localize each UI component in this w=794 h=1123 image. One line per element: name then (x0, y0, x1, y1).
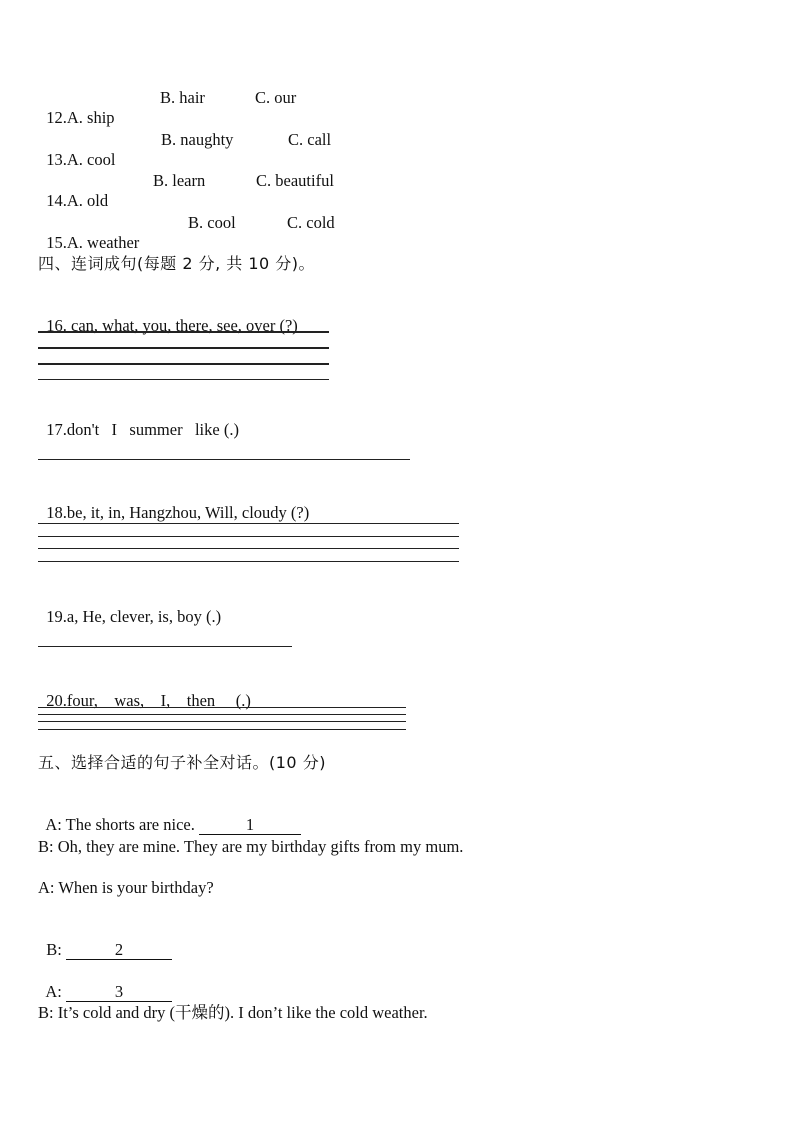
question-number: 17. (46, 420, 67, 439)
question-number: 12. (46, 108, 67, 127)
dialog-line-5 (38, 962, 172, 1002)
answer-line (38, 729, 406, 730)
option-a: A. ship (66, 108, 115, 127)
answer-line (38, 536, 459, 537)
question-20 (38, 671, 251, 711)
answer-line (38, 379, 329, 380)
question-17 (38, 400, 239, 440)
question-number: 18. (46, 503, 67, 522)
section-4-heading: 四、连词成句(每题 2 分, 共 10 分)。 (38, 254, 316, 273)
option-c: C. beautiful (256, 171, 334, 190)
question-words: be, it, in, Hangzhou, Will, cloudy (?) (66, 503, 310, 522)
question-number: 19. (46, 607, 67, 626)
option-b: B. hair (160, 88, 205, 107)
answer-line (38, 331, 329, 333)
dialog-speaker: A: (45, 982, 66, 1001)
question-12 (38, 88, 115, 128)
question-15 (38, 213, 139, 253)
question-number: 13. (46, 150, 67, 169)
answer-line (38, 548, 459, 549)
blank-2[interactable]: 2 (66, 941, 172, 960)
option-c: C. cold (287, 213, 335, 232)
question-18 (38, 483, 309, 523)
blank-3[interactable]: 3 (66, 983, 172, 1002)
question-number: 16 (46, 316, 63, 335)
question-number: 20. (46, 691, 67, 710)
answer-line (38, 523, 459, 524)
option-a: A. cool (66, 150, 116, 169)
option-b: B. cool (188, 213, 236, 232)
answer-line (38, 561, 459, 562)
answer-line (38, 459, 410, 460)
option-a: A. old (66, 191, 109, 210)
question-13 (38, 130, 115, 170)
option-c: C. our (255, 88, 297, 107)
dialog-line-1 (38, 795, 301, 835)
question-14 (38, 171, 108, 211)
question-19 (38, 587, 221, 627)
dialog-line-6: B: It’s cold and dry (干燥的). I don’t like the cold weather. (38, 1003, 428, 1022)
option-b: B. learn (153, 171, 206, 190)
dialog-speaker: B: (46, 940, 66, 959)
answer-line (38, 347, 329, 349)
question-words: don't I summer like (.) (66, 420, 239, 439)
question-16 (38, 296, 298, 336)
question-words: a, He, clever, is, boy (.) (66, 607, 222, 626)
option-b: B. naughty (161, 130, 234, 149)
question-words: . can, what, you, there, see, over (?) (62, 316, 298, 335)
dialog-text: A: The shorts are nice. (45, 815, 199, 834)
answer-line (38, 363, 329, 365)
section-5-heading: 五、选择合适的句子补全对话。(10 分) (38, 753, 326, 772)
answer-line (38, 707, 406, 708)
question-number: 15. (46, 233, 67, 252)
dialog-line-3: A: When is your birthday? (38, 878, 214, 897)
dialog-line-2: B: Oh, they are mine. They are my birthday gifts from my mum. (38, 837, 464, 856)
question-words: four, was, I, then (.) (66, 691, 251, 710)
option-c: C. call (288, 130, 332, 149)
option-a: A. weather (66, 233, 140, 252)
blank-1[interactable]: 1 (199, 816, 301, 835)
answer-line (38, 721, 406, 722)
dialog-line-4 (38, 920, 172, 960)
answer-line (38, 714, 406, 715)
question-number: 14. (46, 191, 67, 210)
answer-line (38, 646, 292, 647)
